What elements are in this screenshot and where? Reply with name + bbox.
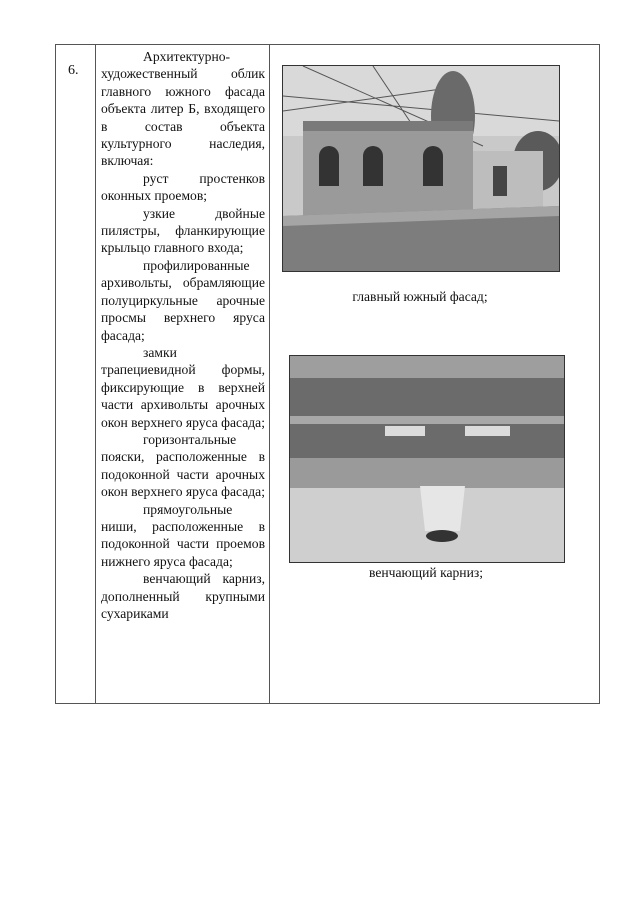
description-item: руст простенков оконных проемов; [101,170,265,204]
column-divider [95,45,96,703]
cornice-caption: венчающий карниз; [368,565,483,580]
south-facade-caption: главный южный фасад; [352,289,488,304]
row-number: 6. [68,63,79,78]
description-item: замки трапециевидной формы, фиксирующие в верхней части архивольты арочных окон верхнего яруса фасада; [101,344,265,430]
description-intro: Архитектурно-художественный облик главного южного фасада объекта литер Б, входящего в состав объекта культурного наследия, включая: [101,49,265,169]
cornice-photo [289,355,565,563]
heritage-table [55,44,600,704]
description-item: венчающий карниз, дополненный крупными сухариками [101,571,265,621]
south-facade-photo [282,65,560,272]
description-item: горизонтальные пояски, расположенные в подоконной части арочных окон верхнего яруса фасада; [101,431,265,500]
description-cell [101,48,265,622]
description-item: прямоугольные ниши, расположенные в подоконной части проемов нижнего яруса фасада; [101,501,265,569]
description-item: профилированные архивольты, обрамляющие полуциркульные арочные просмы верхнего яруса фасада; [101,257,265,343]
column-divider [269,45,270,703]
description-item: узкие двойные пилястры, фланкирующие крыльцо главного входа; [101,205,265,256]
